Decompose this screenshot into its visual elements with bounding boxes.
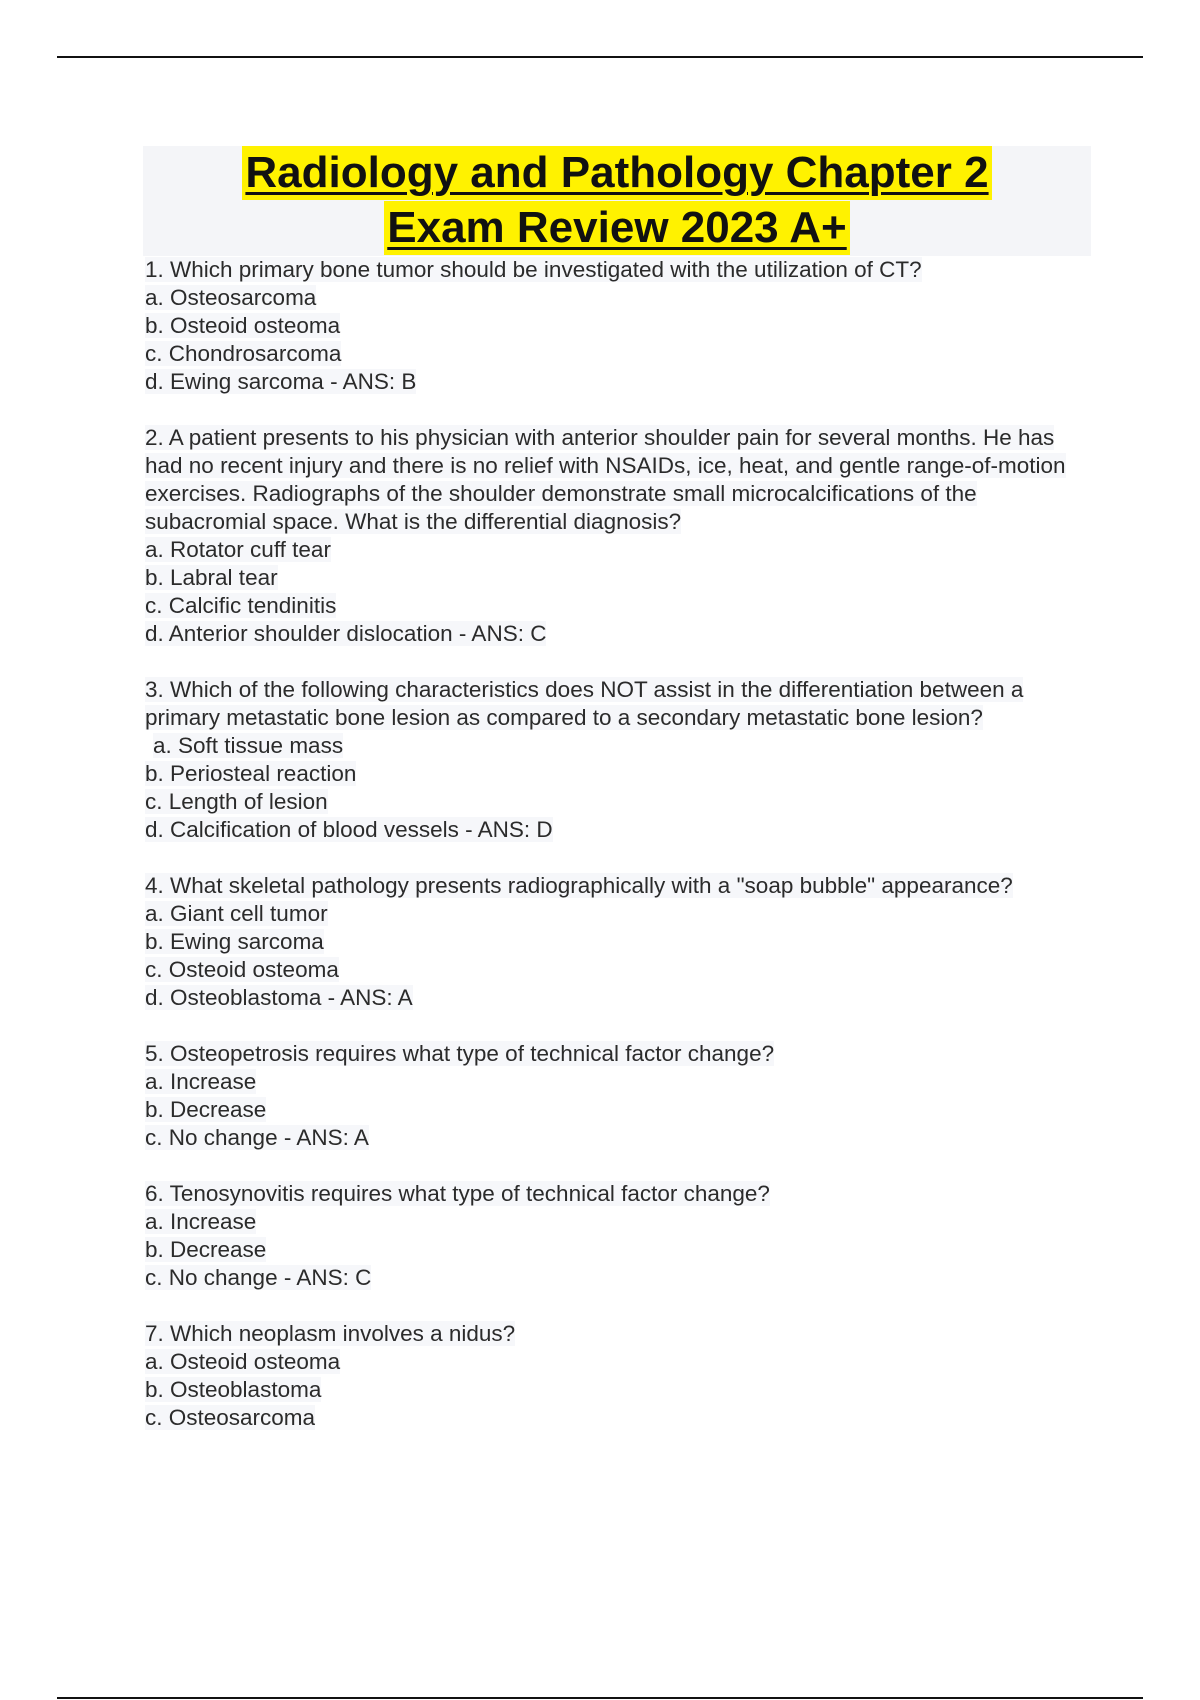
title-line-1: Radiology and Pathology Chapter 2 [242,146,991,200]
answer-option: c. No change - ANS: C [145,1265,372,1290]
question-7 [145,1320,1085,1432]
question-1 [145,256,1085,396]
document-title [143,146,1091,256]
question-text: 5. Osteopetrosis requires what type of technical factor change? [145,1041,775,1066]
answer-option: c. Osteoid osteoma [145,957,339,982]
answer-option: b. Decrease [145,1097,267,1122]
answer-option: a. Increase [145,1069,257,1094]
title-line-2: Exam Review 2023 A+ [384,201,849,255]
answer-option: a. Soft tissue mass [153,733,344,758]
question-list [145,256,1085,1460]
question-text: 2. A patient presents to his physician with anterior shoulder pain for several months. He has had no recent injury and there is no relief with NSAIDs, ice, heat, and gentle range-of-motion exercises. Radiographs of the shoulder demonstrate small microcalcifications of the subacromial space. What is the differential diagnosis? [145,425,1066,534]
question-text: 1. Which primary bone tumor should be investigated with the utilization of CT? [145,257,922,282]
bottom-rule [57,1697,1143,1699]
answer-option: c. Chondrosarcoma [145,341,342,366]
answer-option: a. Increase [145,1209,257,1234]
answer-option: b. Decrease [145,1237,267,1262]
answer-option: a. Osteosarcoma [145,285,317,310]
answer-option: a. Osteoid osteoma [145,1349,341,1374]
answer-option: c. Length of lesion [145,789,328,814]
question-text: 6. Tenosynovitis requires what type of technical factor change? [145,1181,770,1206]
answer-option: b. Osteoid osteoma [145,313,341,338]
answer-option: d. Calcification of blood vessels - ANS: D [145,817,553,842]
question-5 [145,1040,1085,1152]
question-text: 3. Which of the following characteristics does NOT assist in the differentiation between a primary metastatic bone lesion as compared to a secondary metastatic bone lesion? [145,677,1024,730]
answer-option: c. Osteosarcoma [145,1405,316,1430]
answer-option: b. Osteoblastoma [145,1377,322,1402]
question-6 [145,1180,1085,1292]
answer-option: b. Labral tear [145,565,278,590]
question-2 [145,424,1085,648]
answer-option: b. Ewing sarcoma [145,929,324,954]
answer-option: d. Anterior shoulder dislocation - ANS: C [145,621,547,646]
answer-option: a. Giant cell tumor [145,901,328,926]
answer-option: d. Osteoblastoma - ANS: A [145,985,413,1010]
answer-option: c. Calcific tendinitis [145,593,337,618]
answer-option: d. Ewing sarcoma - ANS: B [145,369,417,394]
top-rule [57,56,1143,58]
question-3 [145,676,1085,844]
answer-option: a. Rotator cuff tear [145,537,331,562]
answer-option: c. No change - ANS: A [145,1125,369,1150]
answer-option: b. Periosteal reaction [145,761,357,786]
question-text: 7. Which neoplasm involves a nidus? [145,1321,516,1346]
question-4 [145,872,1085,1012]
question-text: 4. What skeletal pathology presents radiographically with a "soap bubble" appearance? [145,873,1013,898]
